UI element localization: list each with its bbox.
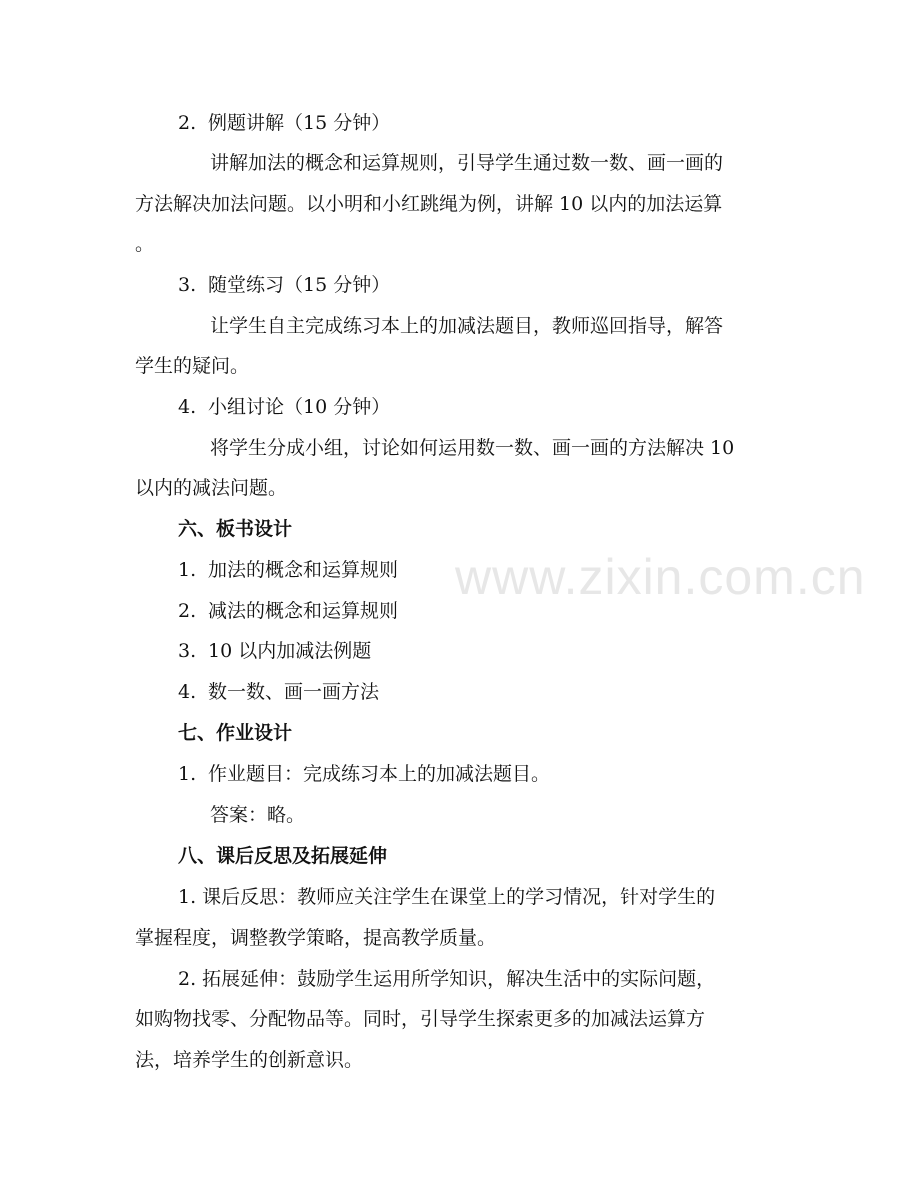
paragraph-line: 让学生自主完成练习本上的加减法题目，教师巡回指导，解答 xyxy=(210,315,724,337)
item-text: 10 以内加减法例题 xyxy=(208,640,372,662)
section-heading: 六、板书设计 xyxy=(178,518,293,540)
list-item xyxy=(178,761,550,787)
paragraph-line: 讲解加法的概念和运算规则，引导学生通过数一数、画一画的 xyxy=(210,152,724,174)
item-text: 作业题目：完成练习本上的加减法题目。 xyxy=(208,763,551,785)
item-text: 例题讲解（15 分钟） xyxy=(208,112,391,134)
paragraph-line: 将学生分成小组，讨论如何运用数一数、画一画的方法解决 10 xyxy=(210,437,735,459)
item-number: 2. xyxy=(178,600,197,622)
list-item xyxy=(178,557,398,583)
paragraph-line: 学生的疑问。 xyxy=(135,355,250,377)
paragraph-line: 以内的减法问题。 xyxy=(135,477,288,499)
paragraph-line: 答案：略。 xyxy=(210,804,306,826)
paragraph-line: 2. 拓展延伸：鼓励学生运用所学知识，解决生活中的实际问题， xyxy=(178,968,716,990)
paragraph-line: 掌握程度，调整教学策略，提高教学质量。 xyxy=(135,927,497,949)
item-text: 数一数、画一画方法 xyxy=(208,681,380,703)
item-text: 减法的概念和运算规则 xyxy=(208,600,399,622)
paragraph-line: 。 xyxy=(135,233,155,255)
list-item-group-discussion xyxy=(178,394,390,420)
paragraph-line: 1. 课后反思：教师应关注学生在课堂上的学习情况，针对学生的 xyxy=(178,886,716,908)
item-text: 加法的概念和运算规则 xyxy=(208,559,399,581)
item-number: 3. xyxy=(178,640,197,662)
item-number: 2. xyxy=(178,112,197,134)
item-number: 1. xyxy=(178,559,197,581)
paragraph-line: 法，培养学生的创新意识。 xyxy=(135,1049,364,1071)
item-number: 1. xyxy=(178,763,197,785)
list-item-practice xyxy=(178,272,390,298)
list-item xyxy=(178,598,398,624)
section-heading: 八、课后反思及拓展延伸 xyxy=(178,845,388,867)
list-item xyxy=(178,679,379,705)
list-item-example-explanation xyxy=(178,110,390,136)
item-text: 小组讨论（10 分钟） xyxy=(208,396,391,418)
item-number: 3. xyxy=(178,274,197,296)
watermark: www.zixin.com.cn xyxy=(455,549,866,605)
item-text: 随堂练习（15 分钟） xyxy=(208,274,391,296)
paragraph-line: 方法解决加法问题。以小明和小红跳绳为例，讲解 10 以内的加法运算 xyxy=(135,193,723,215)
item-number: 4. xyxy=(178,681,197,703)
item-number: 4. xyxy=(178,396,197,418)
list-item xyxy=(178,638,371,664)
section-heading: 七、作业设计 xyxy=(178,722,293,744)
paragraph-line: 如购物找零、分配物品等。同时，引导学生探索更多的加减法运算方 xyxy=(135,1008,706,1030)
